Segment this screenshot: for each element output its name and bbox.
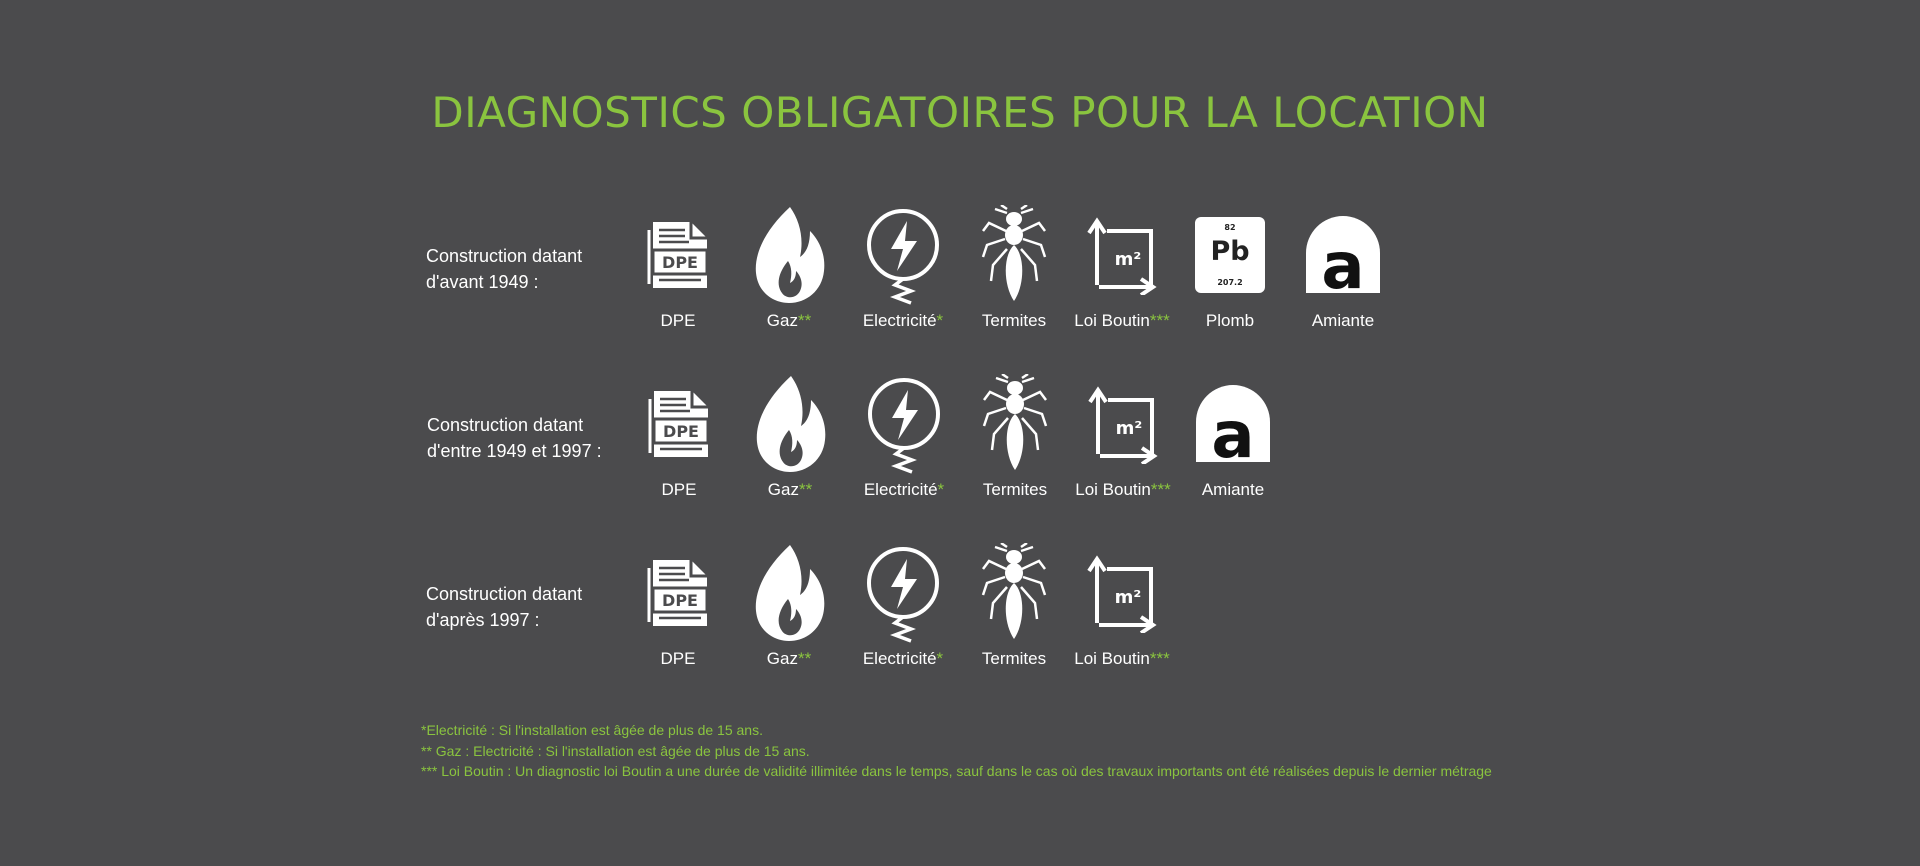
item-label: Plomb [1205,311,1255,330]
asbestos-icon [1188,374,1278,474]
item-label: DPE [660,311,696,330]
svg-text:a: a [1211,399,1255,464]
item-label: Gaz** [767,480,813,499]
footnote-loi-boutin: *** Loi Boutin : Un diagnostic loi Boutin a une durée de validité illimitée dans le temps, sauf dans le cas où des travaux importants ont été réalisées depuis le dernier métrage [421,763,1492,779]
item-label: DPE [660,649,696,668]
svg-text:82: 82 [1224,223,1236,232]
document-icon [634,374,724,474]
item-label: Termites [982,480,1048,499]
item-label: Termites [981,649,1047,668]
row-before-1949 [0,205,1920,335]
item-termites [964,543,1064,669]
item-electricite [853,205,953,331]
item-gaz [740,374,840,500]
footnotes [421,720,1492,782]
document-icon [633,205,723,305]
asbestos-icon [1298,205,1388,305]
item-dpe [629,374,729,500]
row-1949-1997 [0,374,1920,504]
item-label: Electricité* [863,480,945,499]
lead-element-icon [1185,205,1275,305]
item-label: Electricité* [862,311,944,330]
svg-text:DPE: DPE [662,591,698,610]
item-label: Gaz** [766,311,812,330]
svg-text:207.2: 207.2 [1217,278,1243,287]
document-icon [633,543,723,643]
lightning-bolt-icon [859,374,949,474]
svg-text:DPE: DPE [663,422,699,441]
item-loi-boutin [1073,374,1173,500]
item-dpe [628,205,728,331]
item-label: Electricité* [862,649,944,668]
svg-text:a: a [1321,230,1365,295]
page-title: DIAGNOSTICS OBLIGATOIRES POUR LA LOCATION [431,88,1489,137]
svg-text:Pb: Pb [1210,236,1250,267]
lightning-bolt-icon [858,543,948,643]
termite-icon [970,374,1060,474]
lightning-bolt-icon [858,205,948,305]
footnote-electricite: *Electricité : Si l'installation est âgée de plus de 15 ans. [421,722,763,738]
item-label: Loi Boutin*** [1074,649,1170,668]
item-amiante [1293,205,1393,331]
item-termites [964,205,1064,331]
flame-icon [745,374,835,474]
floor-area-icon [1077,205,1167,305]
item-electricite [853,543,953,669]
svg-text:m²: m² [1114,249,1142,270]
item-plomb [1180,205,1280,331]
flame-icon [744,543,834,643]
item-termites [965,374,1065,500]
item-label: Loi Boutin*** [1075,480,1171,499]
item-amiante [1183,374,1283,500]
item-electricite [854,374,954,500]
item-label: Loi Boutin*** [1074,311,1170,330]
svg-text:DPE: DPE [662,253,698,272]
item-gaz [739,205,839,331]
floor-area-icon [1078,374,1168,474]
svg-text:m²: m² [1115,418,1143,439]
item-loi-boutin [1072,205,1172,331]
row-after-1997 [0,543,1920,673]
item-label: Gaz** [766,649,812,668]
item-gaz [739,543,839,669]
floor-area-icon [1077,543,1167,643]
row-label: Construction datant d'après 1997 : [426,584,583,630]
row-label: Construction datant d'avant 1949 : [426,246,583,292]
row-label: Construction datant d'entre 1949 et 1997 : [427,415,602,461]
flame-icon [744,205,834,305]
item-label: Amiante [1201,480,1265,499]
item-label: DPE [661,480,697,499]
termite-icon [969,543,1059,643]
footnote-gaz: ** Gaz : Electricité : Si l'installation est âgée de plus de 15 ans. [421,742,810,759]
termite-icon [969,205,1059,305]
item-loi-boutin [1072,543,1172,669]
item-label: Termites [981,311,1047,330]
item-label: Amiante [1311,311,1375,330]
svg-text:m²: m² [1114,587,1142,608]
item-dpe [628,543,728,669]
